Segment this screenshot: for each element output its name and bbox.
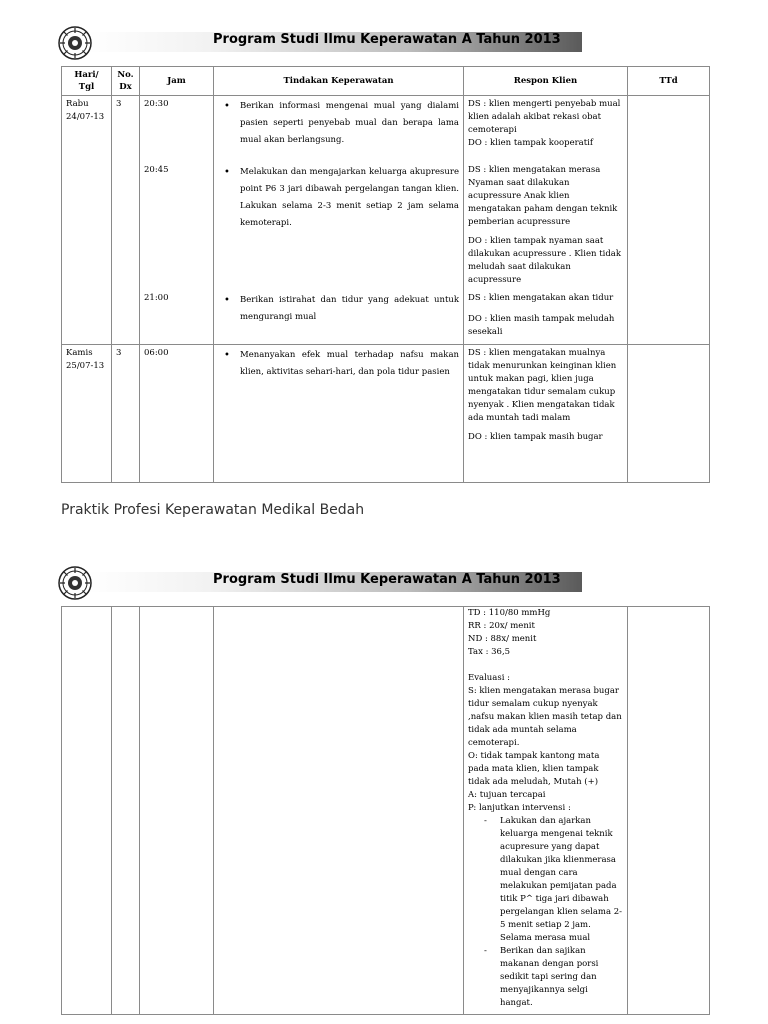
action-item: • Berikan informasi mengenai mual yang dialami pasien seperti penyebab mual dan berapa lama mual akan berlangsung.: [218, 98, 459, 149]
sign-cell: [628, 345, 710, 483]
response-cell: [464, 96, 628, 345]
university-logo-icon: [58, 26, 92, 60]
day-cell: [62, 607, 112, 1015]
table-row: [62, 96, 710, 345]
footer-text: Praktik Profesi Keperawatan Medikal Bedah: [61, 502, 365, 518]
day-text: Kamis: [66, 348, 93, 358]
time-3: 21:00: [144, 293, 169, 303]
action-item: • Berikan istirahat dan tidur yang adekuat untuk mengurangi mual: [218, 292, 459, 326]
col-header-sign: TTd: [628, 67, 710, 96]
action-cell: [214, 96, 464, 345]
dx-cell: [112, 607, 140, 1015]
col-header-response: Respon Klien: [464, 67, 628, 96]
response-do: DO : klien masih tampak meludah sesekali: [468, 314, 615, 337]
response-do: DO : klien tampak kooperatif: [468, 138, 594, 148]
time-2: 20:45: [144, 165, 169, 175]
response-ds: DS : klien mengatakan merasa Nyaman saat dilakukan acupressure Anak klien mengatakan paham dengan teknik pemberian acupressure: [468, 165, 618, 227]
sign-cell: [628, 96, 710, 345]
sign-cell: [628, 607, 710, 1015]
nursing-action-table: [61, 66, 710, 483]
response-do: DO : klien tampak masih bugar: [468, 432, 603, 442]
evaluation-o: O: tidak tampak kantong mata pada mata klien, klien tampak tidak ada meludah, Mutah (+): [468, 751, 600, 787]
date-text: 25/07-13: [66, 361, 105, 371]
vital-sign: RR : 20x/ menit: [468, 621, 535, 631]
evaluation-s: S: klien mengatakan merasa bugar tidur semalam cukup nyenyak ,nafsu makan klien masih tetap dan tidak ada muntah selama cemoterapi.: [468, 686, 622, 748]
day-cell: [62, 96, 112, 345]
response-cell: [464, 345, 628, 483]
time-cell: 06:00: [140, 345, 214, 483]
university-logo-icon: [58, 566, 92, 600]
evaluation-table: [61, 606, 710, 1015]
header-title: Program Studi Ilmu Keperawatan A Tahun 2013: [213, 572, 561, 587]
date-text: 24/07-13: [66, 112, 105, 122]
evaluation-title: Evaluasi :: [468, 673, 510, 683]
table-header-row: [62, 67, 710, 96]
evaluation-a: A: tujuan tercapai: [468, 790, 546, 800]
plan-item: - Berikan dan sajikan makanan dengan porsi sedikit tapi sering dan menyajikannya selgi hangat.: [468, 945, 623, 1010]
header-title: Program Studi Ilmu Keperawatan A Tahun 2013: [213, 32, 561, 47]
page-header: [58, 26, 561, 60]
action-item: • Melakukan dan mengajarkan keluarga akupresure point P6 3 jari dibawah pergelangan tangan klien. Lakukan selama 2-3 menit setiap 2 jam selama kemoterapi.: [218, 164, 459, 232]
response-ds: DS : klien mengatakan akan tidur: [468, 293, 614, 303]
time-cell: [140, 607, 214, 1015]
action-item: • Menanyakan efek mual terhadap nafsu makan klien, aktivitas sehari-hari, dan pola tidur pasien: [218, 347, 459, 381]
table-row: [62, 345, 710, 483]
vital-sign: ND : 88x/ menit: [468, 634, 537, 644]
response-ds: DS : klien mengerti penyebab mual klien adalah akibat rekasi obat cemoterapi: [468, 99, 621, 135]
evaluation-p: P: lanjutkan intervensi :: [468, 803, 571, 813]
response-do: DO : klien tampak nyaman saat dilakukan acupressure . Klien tidak meludah saat dilakukan acupressure: [468, 236, 621, 285]
action-cell: [214, 607, 464, 1015]
col-header-day: Hari/ Tgl: [62, 67, 112, 96]
vital-sign: Tax : 36,5: [468, 647, 511, 657]
day-cell: [62, 345, 112, 483]
col-header-time: Jam: [140, 67, 214, 96]
page-header: [58, 566, 561, 600]
col-header-dx: No. Dx: [112, 67, 140, 96]
table-row: [62, 607, 710, 1015]
vital-sign: TD : 110/80 mmHg: [468, 608, 551, 618]
time-cell: [140, 96, 214, 345]
response-cell: [464, 607, 628, 1015]
response-ds: DS : klien mengatakan mualnya tidak menurunkan keinginan klien untuk makan pagi, klien juga mengatakan tidur semalam cukup nyenyak . Klien mengatakan tidak ada muntah tadi malam: [468, 348, 617, 423]
col-header-action: Tindakan Keperawatan: [214, 67, 464, 96]
time-1: 20:30: [144, 99, 169, 109]
day-text: Rabu: [66, 99, 89, 109]
dx-cell: 3: [112, 345, 140, 483]
dx-cell: 3: [112, 96, 140, 345]
plan-item: - Lakukan dan ajarkan keluarga mengenai teknik acupresure yang dapat dilakukan jika klienmerasa mual dengan cara melakukan pemijatan pada titik P^ tiga jari dibawah pergelangan klien selama 2-5 menit setiap 2 jam. Selama merasa mual: [468, 815, 623, 945]
action-cell: [214, 345, 464, 483]
